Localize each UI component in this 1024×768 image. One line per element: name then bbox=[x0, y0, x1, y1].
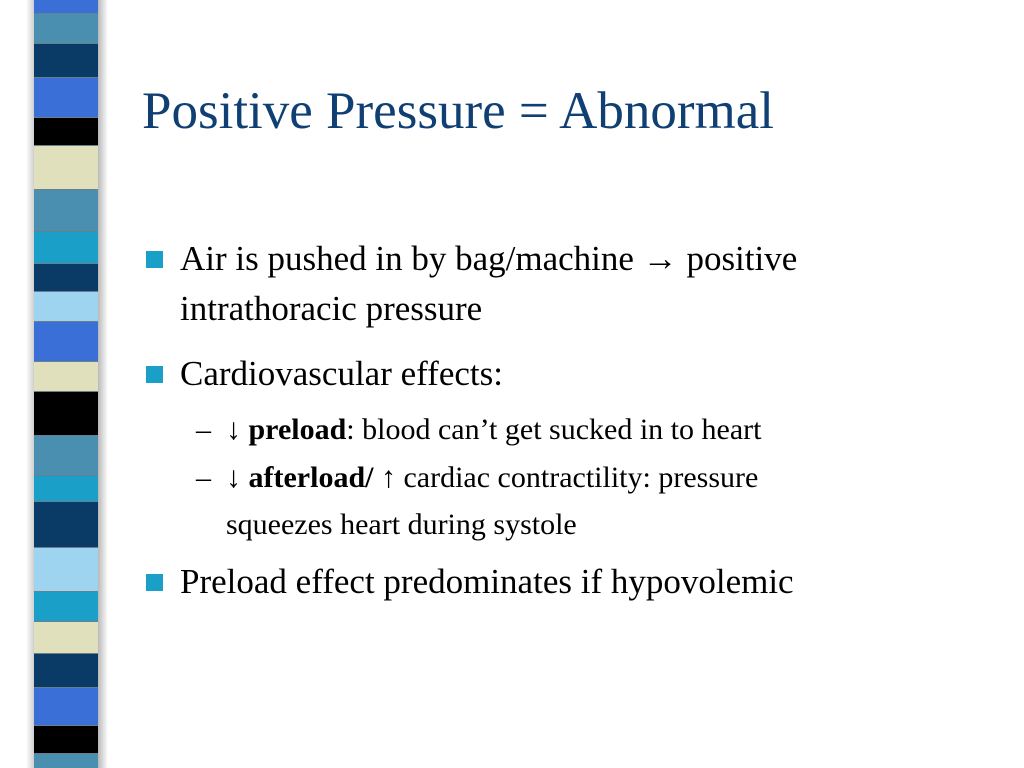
stripe-segment bbox=[34, 292, 98, 322]
dash-icon: – bbox=[196, 413, 211, 446]
stripe-segment bbox=[34, 362, 98, 392]
bullet-item bbox=[146, 557, 1006, 607]
square-bullet-icon bbox=[146, 251, 163, 268]
stripe-segment bbox=[34, 654, 98, 688]
stripe-segment bbox=[34, 322, 98, 362]
sub-bullet-text: : blood can’t get sucked in to heart bbox=[346, 413, 762, 446]
stripe-segment bbox=[34, 726, 98, 754]
stripe-segment bbox=[34, 44, 98, 78]
stripe-segment bbox=[34, 232, 98, 264]
bullet-list bbox=[146, 234, 1006, 622]
dash-icon: – bbox=[196, 461, 211, 494]
bullet-text-line: intrathoracic pressure bbox=[180, 289, 483, 328]
bullet-text: Preload effect predominates if hypovolemic bbox=[180, 562, 794, 601]
stripe-segment bbox=[34, 688, 98, 726]
stripe-segment bbox=[34, 190, 98, 232]
down-arrow-icon: ↓ bbox=[226, 413, 241, 446]
up-arrow-icon: ↑ bbox=[380, 461, 396, 494]
sub-bullet-bold-term: afterload/ bbox=[248, 461, 374, 494]
sub-bullet-text-line: cardiac contractility: pressure bbox=[403, 461, 759, 494]
square-bullet-icon bbox=[146, 574, 163, 591]
bullet-item bbox=[146, 349, 1006, 399]
sub-bullet-item bbox=[146, 454, 1006, 548]
stripe-segment bbox=[34, 118, 98, 146]
sub-bullet-text-line: squeezes heart during systole bbox=[226, 508, 577, 541]
stripe-segment bbox=[34, 264, 98, 292]
stripe-segment bbox=[34, 476, 98, 502]
stripe-segment bbox=[34, 78, 98, 118]
stripe-segment bbox=[34, 436, 98, 476]
stripe-segment bbox=[34, 502, 98, 548]
stripe-segment bbox=[34, 146, 98, 190]
down-arrow-icon: ↓ bbox=[226, 461, 241, 494]
sub-bullet-bold-term: preload bbox=[248, 413, 347, 446]
band-shadow-right bbox=[98, 0, 108, 768]
band-shadow-left bbox=[26, 0, 34, 768]
stripe-segment bbox=[34, 14, 98, 44]
bullet-text: Cardiovascular effects: bbox=[180, 354, 503, 393]
slide-title: Positive Pressure = Abnormal bbox=[142, 82, 774, 140]
stripe-segment bbox=[34, 754, 98, 768]
square-bullet-icon bbox=[146, 366, 163, 383]
stripe-segment bbox=[34, 622, 98, 654]
sub-bullet-item bbox=[146, 406, 1006, 453]
stripe-segment bbox=[34, 0, 98, 14]
stripe-segment bbox=[34, 592, 98, 622]
stripe-segment bbox=[34, 548, 98, 592]
bullet-item bbox=[146, 234, 1006, 334]
decorative-stripe-band bbox=[34, 0, 98, 768]
stripe-segment bbox=[34, 392, 98, 436]
bullet-text-line: Air is pushed in by bag/machine → positive bbox=[180, 239, 798, 278]
